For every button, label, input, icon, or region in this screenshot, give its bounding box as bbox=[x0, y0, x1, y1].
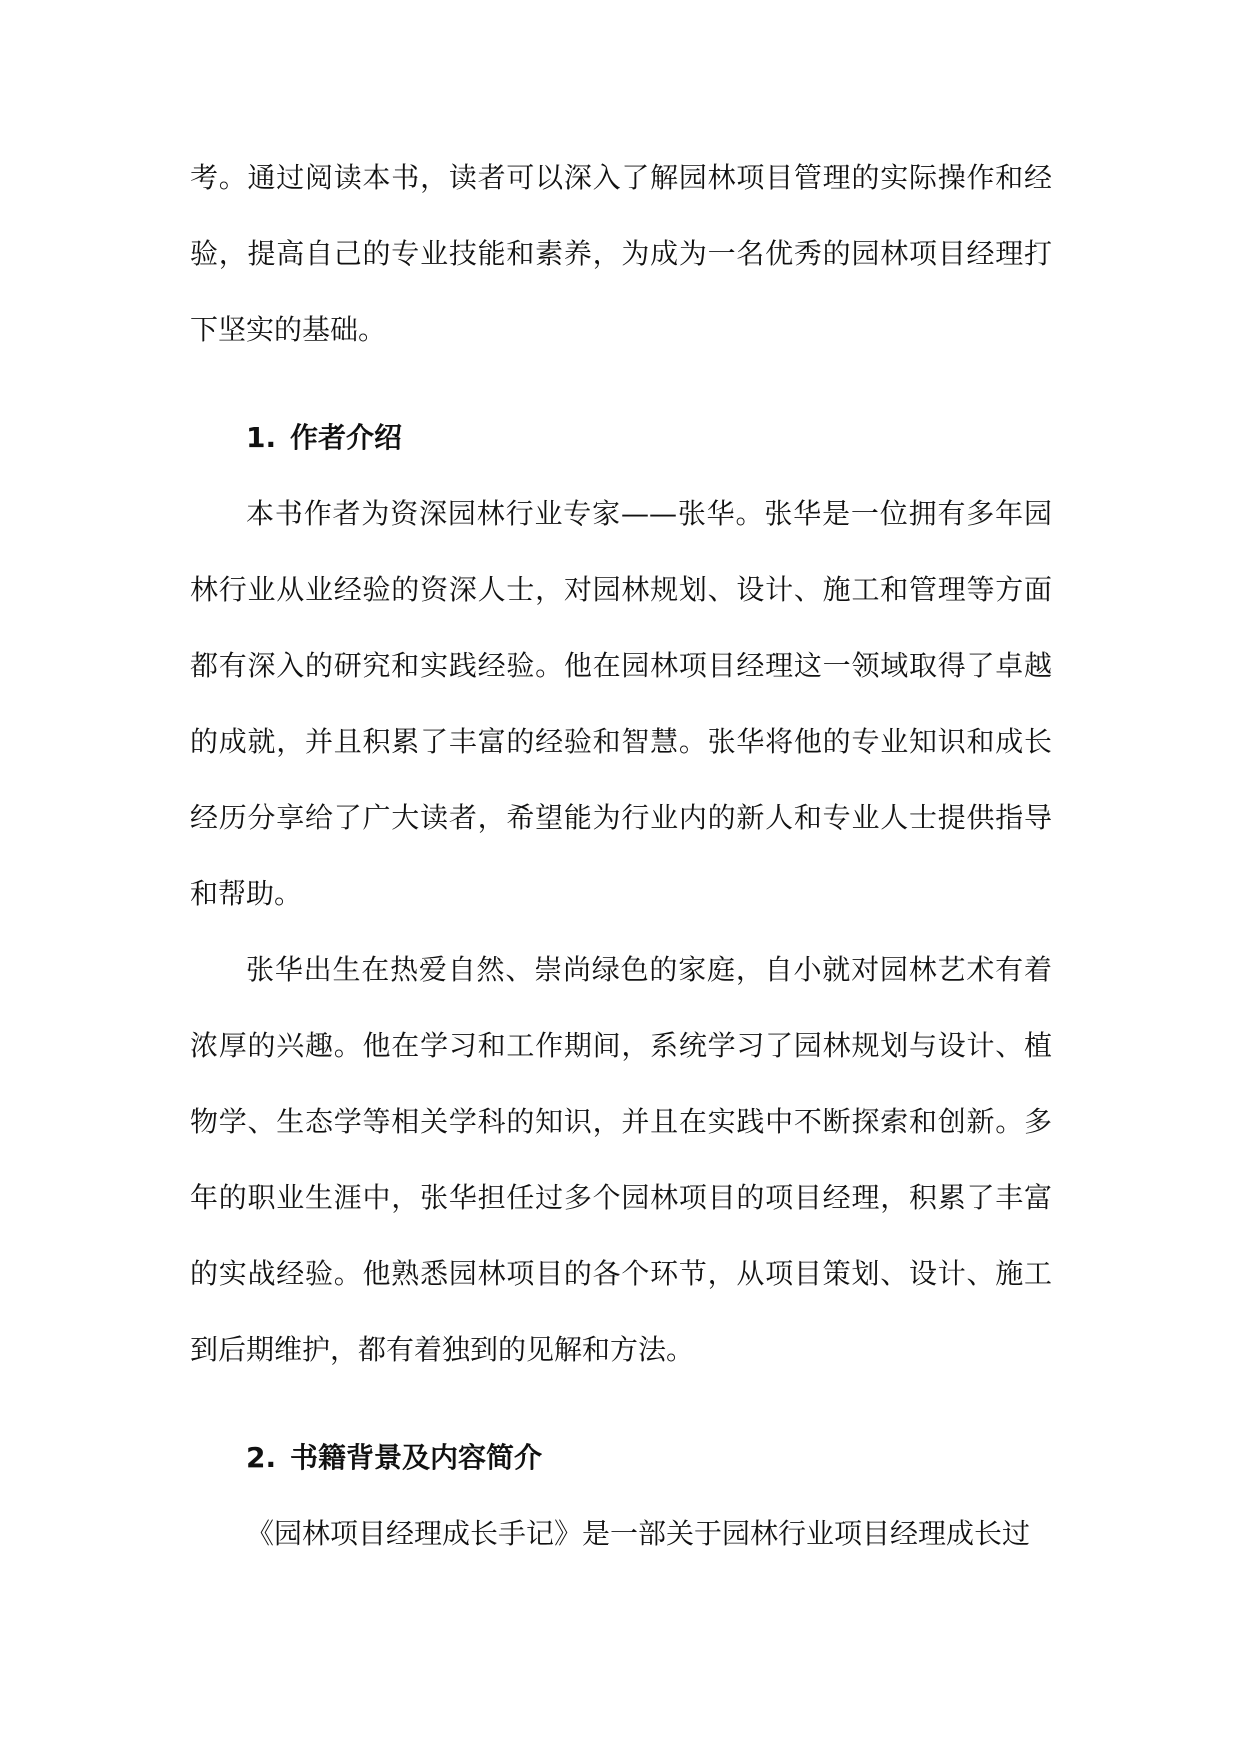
section-title: 书籍背景及内容简介 bbox=[290, 1441, 543, 1474]
section-title: 作者介绍 bbox=[290, 421, 403, 454]
section-number: 1. bbox=[246, 421, 277, 454]
document-page bbox=[190, 140, 1052, 1572]
paragraph-author-2: 张华出生在热爱自然、崇尚绿色的家庭，自小就对园林艺术有着浓厚的兴趣。他在学习和工作期间，系统学习了园林规划与设计、植物学、生态学等相关学科的知识，并且在实践中不断探索和创新。多年的职业生涯中，张华担任过多个园林项目的项目经理，积累了丰富的实战经验。他熟悉园林项目的各个环节，从项目策划、设计、施工到后期维护，都有着独到的见解和方法。 bbox=[190, 953, 1052, 1366]
section-number: 2. bbox=[246, 1441, 277, 1474]
paragraph-author-1: 本书作者为资深园林行业专家——张华。张华是一位拥有多年园林行业从业经验的资深人士，对园林规划、设计、施工和管理等方面都有深入的研究和实践经验。他在园林项目经理这一领域取得了卓越的成就，并且积累了丰富的经验和智慧。张华将他的专业知识和成长经历分享给了广大读者，希望能为行业内的新人和专业人士提供指导和帮助。 bbox=[190, 497, 1052, 910]
section-heading-background bbox=[190, 1420, 1052, 1496]
section-heading-author bbox=[190, 400, 1052, 476]
paragraph-background-1: 《园林项目经理成长手记》是一部关于园林行业项目经理成长过 bbox=[246, 1517, 1031, 1550]
paragraph-intro-tail: 考。通过阅读本书，读者可以深入了解园林项目管理的实际操作和经验，提高自己的专业技能和素养，为成为一名优秀的园林项目经理打下坚实的基础。 bbox=[190, 161, 1052, 346]
